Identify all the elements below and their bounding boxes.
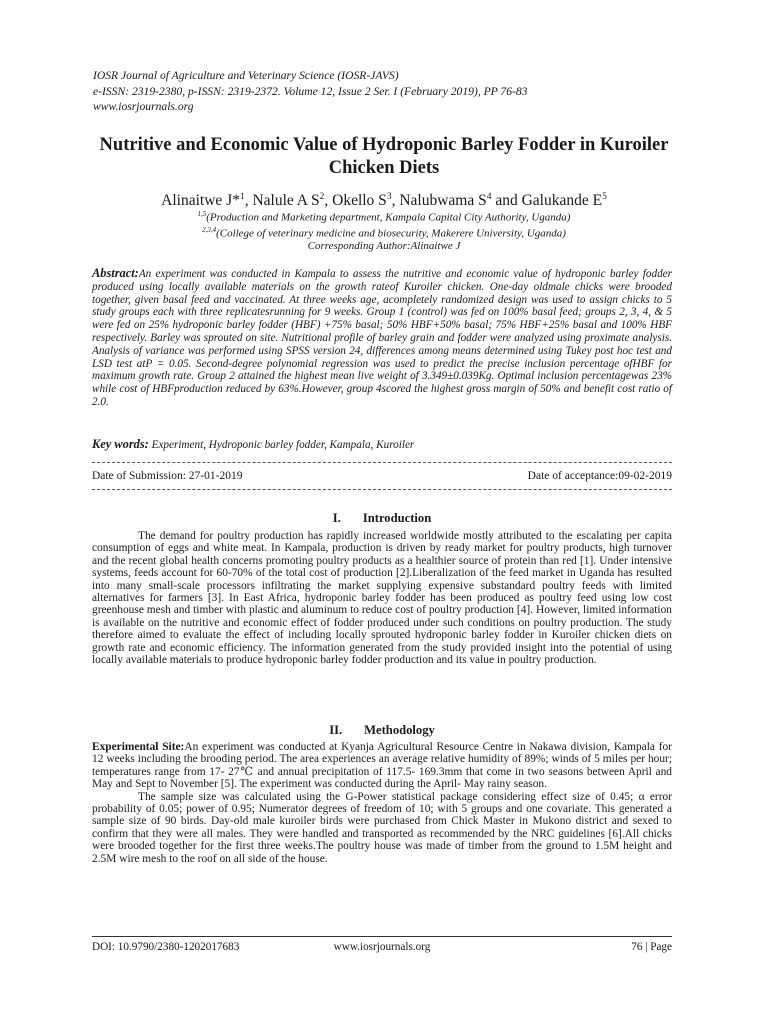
- author-affil-sup: 3: [386, 192, 392, 202]
- author-sep: ,: [244, 192, 253, 210]
- section-number: II.: [329, 723, 343, 737]
- author-name: Alinaitwe J*: [161, 192, 240, 210]
- abstract-text: An experiment was conducted in Kampala to assess the nutritive and economic value of hydroponic barley fodder produced using locally available materials on the growth rateof Kuroiler chicken. One-day oldmale chicks were brooded together, given basal feed and vaccinated. At three weeks age, acompletely randomized design was used to assign chicks to 5 study groups each with three replicatesrunning for 9 weeks. Group 1 (control) was fed on 100% basal feed; groups 2, 3, 4, & 5 were fed on 25% hydroponic barley fodder (HBF) +75% basal; 50% HBF+50% basal; 75% HBF+25% basal and 100% HBF respectively. Barley was sprouted on site. Nutritional profile of barley grain and fodder were analyzed using proximate analysis. Analysis of variance was performed using SPSS version 24, differences among means determined using Tukey post hoc test and LSD test atP = 0.05. Second-degree polynomial regression was used to predict the precise inclusion percentage ofHBF for maximum growth rate. Group 2 attained the highest mean live weight of 3.349±0.039Kg. Optimal inclusion percentagewas 23% while cost of HBFproduction reduced by 63%.However, group 4scored the highest gross margin of 50% and benefit cost ratio of 2.0.: [92, 268, 672, 408]
- author-name: Galukande E: [521, 192, 603, 210]
- journal-header: [93, 68, 527, 115]
- dashed-divider: [92, 462, 672, 463]
- section-number: I.: [332, 511, 341, 525]
- section-heading-introduction: [92, 511, 672, 526]
- author-name: Nalubwama S: [399, 192, 487, 210]
- sample-size-paragraph: The sample size was calculated using the G-Power statistical package considering effect size of 0.45; α error probability of 0.05; power of 0.95; Numerator degrees of freedom of 10; with 5 groups and one covariate. This generated a sample size of 90 birds. Day-old male kuroiler birds were purchased from Chick Master in Mukono district and sexed to confirm that they were all males. They were handled and transported as recommended by the NRC guidelines [6].All chicks were brooded together for the first three weeks.The poultry house was made of timber from the ground to 1.5M height and 2.5M wire mesh to the roof on all side of the house.: [92, 790, 672, 865]
- journal-website: www.iosrjournals.org: [93, 100, 194, 113]
- journal-name: IOSR Journal of Agriculture and Veterinary Science (IOSR-JAVS): [93, 69, 399, 82]
- footer-doi: DOI: 10.9790/2380-1202017683: [92, 941, 240, 953]
- keywords: [92, 437, 672, 452]
- author-sep: ,: [324, 192, 333, 210]
- author-sep: ,: [391, 192, 400, 210]
- author-sep: and: [491, 192, 522, 210]
- submission-date: Date of Submission: 27-01-2019: [92, 470, 243, 482]
- author-affil-sup: 5: [602, 192, 607, 202]
- abstract: [92, 267, 672, 409]
- experimental-site-paragraph: [92, 741, 672, 791]
- acceptance-date: Date of acceptance:09-02-2019: [527, 470, 672, 482]
- affiliation: [80, 208, 688, 224]
- dashed-divider: [92, 489, 672, 490]
- affiliation-text: (College of veterinary medicine and biosecurity, Makerere University, Uganda): [216, 227, 566, 240]
- author-name: Okello S: [332, 192, 387, 210]
- journal-issn: e-ISSN: 2319-2380, p-ISSN: 2319-2372. Volume 12, Issue 2 Ser. I (February 2019), PP 76-83: [93, 84, 528, 98]
- section-title: Introduction: [362, 511, 432, 525]
- affiliations: [80, 208, 688, 252]
- author-affil-sup: 4: [486, 192, 492, 202]
- affiliation: [80, 224, 688, 240]
- affiliation-text: (Production and Marketing department, Kampala Capital City Authority, Uganda): [206, 211, 571, 224]
- author-name: Nalule A S: [252, 192, 320, 210]
- paper-title: Nutritive and Economic Value of Hydroponic Barley Fodder in Kuroiler Chicken Diets: [99, 135, 669, 178]
- section-heading-methodology: [92, 723, 672, 738]
- footer-website: www.iosrjournals.org: [333, 941, 431, 953]
- author-affil-sup: 2: [319, 192, 325, 202]
- affiliation-sup: 1,5: [197, 210, 207, 218]
- experimental-site-text: An experiment was conducted at Kyanja Agricultural Resource Centre in Nakawa division, Kampala for 12 weeks including the brooding period. The area experiences an average relative humidity of 89%; winds of 5 miles per hour; temperatures range from 17- 27℃ and annual precipitation of 117.5- 169.3mm that come in two seasons between April and May and Sept to November [5]. The experiment was conducted during the April- May rainy season.: [92, 741, 672, 791]
- introduction-body: [92, 530, 672, 666]
- experimental-site-label: Experimental Site:: [92, 741, 185, 753]
- corresponding-author: Corresponding Author:Alinaitwe J: [307, 239, 461, 252]
- keywords-text: Experiment, Hydroponic barley fodder, Kampala, Kuroiler: [148, 439, 415, 451]
- keywords-colon: :: [144, 437, 149, 451]
- author-affil-sup: 1: [239, 192, 245, 202]
- affiliation-sup: 2,3,4: [202, 225, 217, 234]
- footer-rule: [92, 936, 672, 937]
- introduction-paragraph: The demand for poultry production has rapidly increased worldwide mostly attributed to the escalating per capita consumption of eggs and white meat. In Kampala, production is driven by ready market for poultry products, high turnover and the recent global health concerns promoting poultry products as a healthier source of protein than red [1]. Under intensive systems, feeds account for 60-70% of the total cost of production [2].Liberalization of the feed market in Uganda has resulted into many small-scale processors infiltrating the market supplying expensive substandard poultry feeds with limited alternatives for farmers [3]. In East Africa, hydroponic barley fodder has been produced as poultry feed using low cost greenhouse mesh and timber with plastic and aluminum to reduce cost of poultry production [4]. However, limited information is available on the nutritive and economic effect of fodder produced under such conditions on poultry production. The study therefore aimed to evaluate the effect of including locally sprouted hydroponic barley fodder in Kuroiler chicken diets on growth rate and economic efficiency. The information generated from the study provided insight into the potential of using locally available materials to produce hydroponic barley fodder production and its value in poultry production.: [92, 530, 672, 667]
- section-title: Methodology: [364, 723, 435, 737]
- footer-page-number: 76 | Page: [631, 941, 672, 953]
- keywords-label: Key words: [92, 437, 145, 451]
- methodology-body: [92, 741, 672, 865]
- abstract-label: Abstract:: [92, 266, 139, 280]
